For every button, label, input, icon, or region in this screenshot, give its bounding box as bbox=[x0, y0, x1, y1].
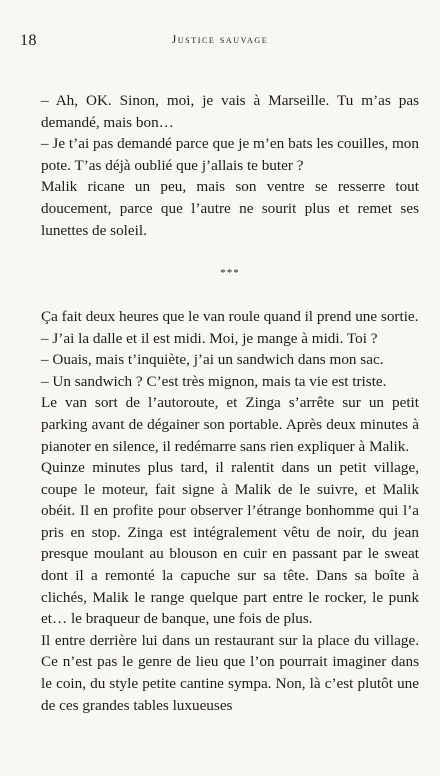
paragraph: Il entre derrière lui dans un restaurant sur la place du village. Ce n’est pas le genre de lieu que l’on pourrait imaginer dans le coin, du style petite cantine sympa. Non, là c’est plutôt une de ces grandes tables luxueuses bbox=[41, 631, 419, 714]
paragraph: – Je t’ai pas demandé parce que je m’en bats les couilles, mon pote. T’as déjà oublié que j’allais te buter ? bbox=[41, 135, 419, 174]
paragraph: Le van sort de l’autoroute, et Zinga s’arrête sur un petit parking avant de dégainer son portable. Après deux minutes à pianoter en silence, il redémarre sans rien expliquer à Malik. bbox=[41, 394, 419, 455]
running-title: Justice sauvage bbox=[171, 34, 269, 46]
paragraph: Quinze minutes plus tard, il ralentit dans un petit village, coupe le moteur, fait signe à Malik de le suivre, et Malik obéit. Il en profite pour observer l’étrange bonhomme qui l’a pris en stop. Zinga est intégralement vêtu de noir, du jean presque moulant au blouson en cuir en passant par le sweat dont il a remonté la capuche sur sa tête. Dans sa boîte à clichés, Malik le range quelque part entre le rocker, le punk et… le braqueur de banque, une fois de plus. bbox=[41, 459, 419, 628]
page-number: 18 bbox=[20, 32, 37, 49]
paragraph: – Ah, OK. Sinon, moi, je vais à Marseille. Tu m’as pas demandé, mais bon… bbox=[41, 92, 419, 131]
paragraph: – J’ai la dalle et il est midi. Moi, je mange à midi. Toi ? bbox=[41, 329, 378, 347]
paragraph: Ça fait deux heures que le van roule quand il prend une sortie. bbox=[41, 307, 419, 325]
paragraph: Malik ricane un peu, mais son ventre se resserre tout doucement, parce que l’autre ne sourit plus et remet ses lunettes de soleil. bbox=[41, 178, 419, 239]
paragraph: – Ouais, mais t’inquiète, j’ai un sandwich dans mon sac. bbox=[41, 351, 384, 369]
paragraph: – Un sandwich ? C’est très mignon, mais ta vie est triste. bbox=[41, 372, 387, 390]
scene-separator: *** bbox=[220, 266, 240, 279]
page-header bbox=[20, 32, 420, 52]
body-text bbox=[41, 90, 419, 716]
